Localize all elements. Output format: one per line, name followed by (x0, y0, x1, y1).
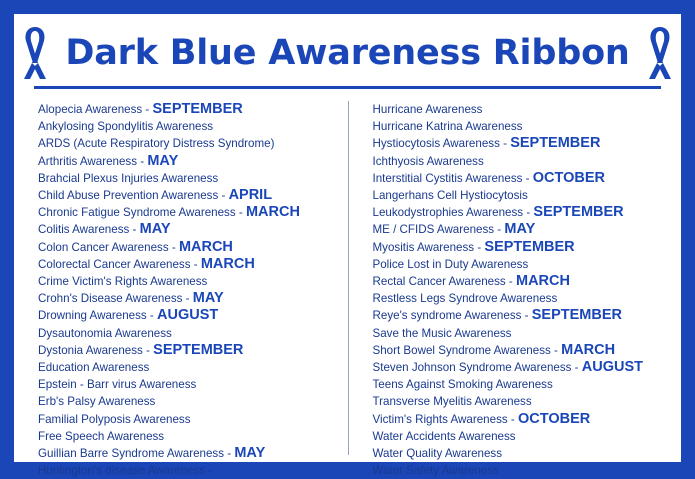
separator-dash: - (168, 240, 179, 254)
list-item (38, 393, 334, 410)
awareness-name: Colorectal Cancer Awareness (38, 257, 191, 271)
list-item (373, 462, 668, 479)
separator-dash: - (523, 206, 534, 220)
awareness-month: MARCH (245, 204, 300, 221)
awareness-name: Save the Music Awareness (372, 326, 512, 340)
awareness-list (14, 89, 681, 479)
awareness-name: Guillian Barre Syndrome Awareness (38, 447, 225, 461)
ribbon-icon (644, 25, 676, 81)
awareness-name: Drowning Awareness (38, 309, 147, 323)
separator-dash: - (129, 223, 140, 237)
awareness-month: MARCH (561, 341, 616, 358)
list-item (373, 135, 668, 152)
list-item (38, 153, 334, 170)
list-item (373, 170, 668, 187)
awareness-month: SEPTEMBER (153, 341, 244, 358)
separator-dash: - (137, 154, 148, 168)
awareness-name: Dysautonomia Awareness (38, 326, 172, 340)
awareness-month: SEPTEMBER (510, 135, 601, 152)
awareness-month: SEPTEMBER (533, 204, 624, 221)
awareness-name: Arthritis Awareness (38, 154, 138, 168)
list-item (38, 135, 334, 152)
list-item (373, 445, 668, 462)
awareness-month: MARCH (200, 255, 255, 272)
list-item (38, 445, 334, 462)
list-item (373, 359, 668, 376)
list-item (38, 290, 334, 307)
awareness-name: Ankylosing Spondylitis Awareness (38, 120, 214, 134)
awareness-name: Reye's syndrome Awareness (372, 309, 522, 323)
awareness-name: Steven Johnson Syndrome Awareness (372, 361, 572, 375)
awareness-name: Huntington's disease Awareness (38, 464, 205, 478)
list-item (38, 273, 334, 290)
awareness-name: Child Abuse Prevention Awareness (38, 189, 219, 203)
list-item (38, 325, 334, 342)
awareness-name: Police Lost in Duty Awareness (372, 257, 529, 271)
awareness-name: Brahcial Plexus Injuries Awareness (38, 171, 219, 185)
list-item (373, 187, 668, 204)
list-item (373, 153, 668, 170)
list-item (38, 359, 334, 376)
poster (14, 14, 681, 479)
separator-dash: - (521, 309, 532, 323)
awareness-name: Crohn's Disease Awareness (38, 292, 183, 306)
list-item (373, 325, 668, 342)
list-item (38, 239, 334, 256)
separator-dash: - (522, 171, 533, 185)
separator-dash: - (507, 412, 518, 426)
list-item (38, 101, 334, 118)
list-item (38, 462, 334, 479)
awareness-name: Rectal Cancer Awareness (372, 275, 506, 289)
list-item (373, 342, 668, 359)
awareness-name: Restless Legs Syndrove Awareness (372, 292, 558, 306)
list-item (373, 221, 668, 238)
list-item (38, 118, 334, 135)
list-item (38, 187, 334, 204)
awareness-month: AUGUST (157, 307, 219, 324)
awareness-name: Colon Cancer Awareness (38, 240, 169, 254)
list-item (38, 411, 334, 428)
awareness-name: Myositis Awareness (372, 240, 475, 254)
awareness-name: Familial Polyposis Awareness (38, 412, 191, 426)
awareness-month: AUGUST (581, 359, 643, 376)
list-item (38, 221, 334, 238)
awareness-name: Alopecia Awareness (38, 103, 143, 116)
separator-dash: - (494, 223, 505, 237)
awareness-month: OCTOBER (517, 410, 591, 427)
list-item (373, 376, 668, 393)
awareness-name: Erb's Palsy Awareness (38, 395, 156, 409)
awareness-month: MAY (234, 445, 266, 462)
awareness-name: Langerhans Cell Hystiocytosis (372, 189, 528, 203)
awareness-month: SEPTEMBER (152, 101, 243, 117)
separator-dash: - (571, 361, 582, 375)
list-item (373, 307, 668, 324)
list-item (38, 204, 334, 221)
separator-dash: - (550, 343, 562, 357)
awareness-name: Short Bowel Syndrome Awareness (372, 343, 551, 357)
awareness-month: SEPTEMBER (484, 238, 575, 255)
awareness-name: ARDS (Acute Respiratory Distress Syndrome) (38, 137, 275, 151)
separator-dash: - (474, 240, 485, 254)
separator-dash: - (146, 309, 158, 323)
list-item (373, 239, 668, 256)
separator-dash: - (142, 103, 153, 116)
list-item (373, 118, 668, 135)
list-item (373, 428, 668, 445)
separator-dash: - (190, 257, 201, 271)
list-item (373, 204, 668, 221)
separator-dash: - (182, 292, 193, 306)
ribbon-icon (19, 25, 51, 81)
awareness-month: MARCH (178, 238, 233, 255)
awareness-month: MAY (139, 221, 171, 238)
separator-dash: - (505, 275, 516, 289)
awareness-name: Hurricane Awareness (372, 103, 483, 116)
awareness-name: Ichthyosis Awareness (372, 154, 484, 168)
list-item (373, 256, 668, 273)
awareness-name: Chronic Fatigue Syndrome Awareness (38, 206, 236, 220)
list-item (38, 307, 334, 324)
list-item (38, 170, 334, 187)
right-column (348, 101, 682, 478)
page-title: Dark Blue Awareness Ribbon (65, 33, 630, 73)
awareness-month: MARCH (516, 273, 570, 290)
separator-dash: - (218, 189, 229, 203)
awareness-name: Epstein - Barr virus Awareness (38, 378, 197, 392)
list-item (373, 290, 668, 307)
separator-dash: - (235, 206, 246, 220)
separator-dash: - (499, 137, 511, 151)
list-item (38, 256, 334, 273)
awareness-name: Transverse Myelitis Awareness (372, 395, 532, 409)
list-item (38, 342, 334, 359)
awareness-month: APRIL (228, 187, 273, 204)
awareness-month: OCTOBER (532, 169, 605, 186)
awareness-name: Victim's Rights Awareness (372, 412, 508, 426)
awareness-name: Dystonia Awareness (38, 343, 143, 357)
awareness-month: SEPTEMBER (531, 307, 622, 324)
list-item (38, 428, 334, 445)
separator-dash: - (142, 343, 154, 357)
list-item (38, 376, 334, 393)
awareness-name: Water Quality Awareness (372, 447, 503, 461)
awareness-name: Water Accidents Awareness (372, 429, 516, 443)
awareness-month: MAY (147, 152, 179, 169)
awareness-name: Colitis Awareness (38, 223, 130, 237)
separator-dash: - (205, 464, 216, 478)
poster-header (14, 14, 681, 86)
awareness-name: Interstitial Cystitis Awareness (372, 171, 523, 185)
awareness-month: MAY (504, 221, 536, 238)
separator-dash: - (224, 447, 235, 461)
awareness-name: Hystiocytosis Awareness (372, 137, 500, 151)
list-item (373, 393, 668, 410)
awareness-name: Hurricane Katrina Awareness (372, 120, 523, 134)
awareness-name: Education Awareness (38, 361, 150, 375)
awareness-name: Leukodystrophies Awareness (372, 206, 524, 220)
left-column (14, 101, 348, 479)
awareness-name: Free Speech Awareness (38, 429, 165, 443)
list-item (373, 101, 668, 118)
list-item (373, 411, 668, 428)
awareness-month: MAY (192, 290, 224, 307)
awareness-name: Teens Against Smoking Awareness (372, 378, 553, 392)
list-item (373, 273, 668, 290)
awareness-name: ME / CFIDS Awareness (372, 223, 495, 237)
awareness-name: Crime Victim's Rights Awareness (38, 275, 208, 289)
awareness-name: Water Safety Awareness (372, 464, 499, 478)
awareness-month: MAY (215, 462, 247, 479)
